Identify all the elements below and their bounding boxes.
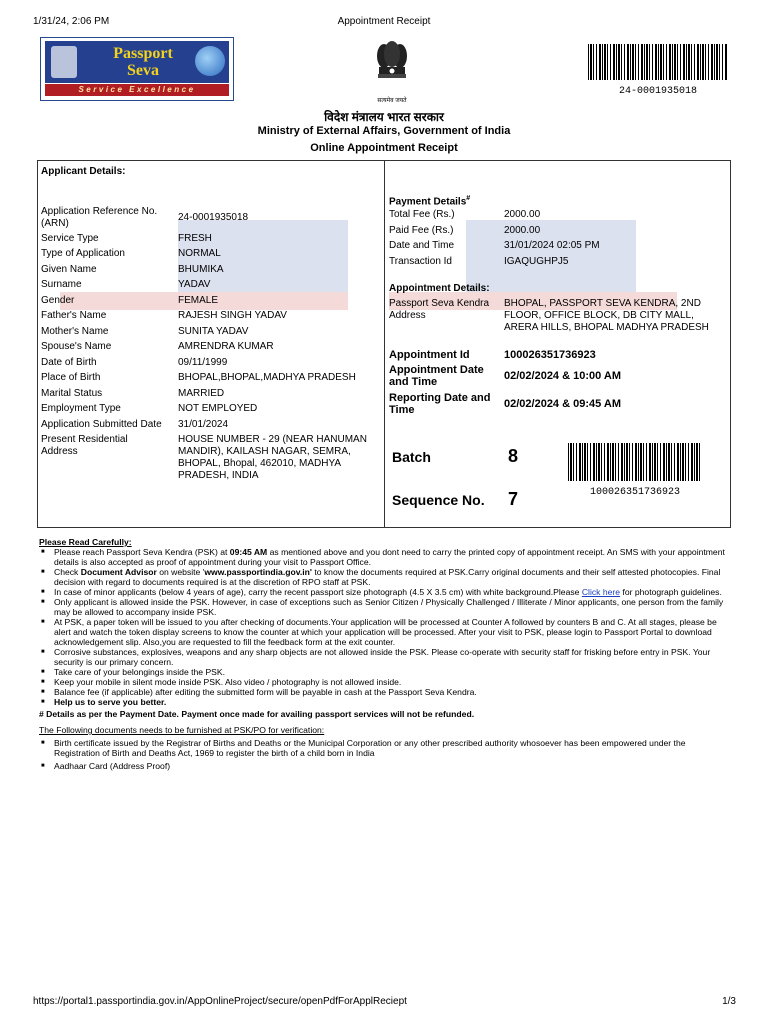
value-gender: FEMALE xyxy=(178,295,219,306)
notes-list xyxy=(39,547,731,707)
label-application-type: Type of Application xyxy=(41,248,125,259)
value-psk-address: BHOPAL, PASSPORT SEVA KENDRA, 2ND FLOOR, OFFICE BLOCK, DB CITY MALL, ARERA HILLS, BHOPAL MADHYA PRADESH xyxy=(504,298,709,333)
list-item: ■ Check Document Advisor on website 'www.passportindia.gov.in' to know the documents required at PSK.Carry original documents and their self attested photocopies. Final decision with regard to documents required is at the discretion of RPO staff at PSK. xyxy=(54,567,731,587)
label-mother-name: Mother's Name xyxy=(41,326,109,337)
value-paid-fee: 2000.00 xyxy=(504,225,541,236)
value-surname: YADAV xyxy=(178,279,211,290)
sequence-value: 7 xyxy=(508,489,519,509)
label-address: Present Residential Address xyxy=(41,434,128,457)
sequence-label: Sequence No. xyxy=(392,492,485,508)
value-address: HOUSE NUMBER - 29 (NEAR HANUMAN MANDIR), KAILASH NAGAR, SEMRA, BHOPAL, Bhopal, 462010, MADHYA PRADESH, INDIA xyxy=(178,434,367,481)
docs-list xyxy=(39,738,731,771)
payment-note: # Details as per the Payment Date. Payment once made for availing passport services will not be refunded. xyxy=(39,709,475,719)
globe-icon xyxy=(195,46,225,76)
value-transaction-id: IGAQUGHPJ5 xyxy=(504,256,569,267)
value-application-type: NORMAL xyxy=(178,248,221,259)
list-item: ■ Please reach Passport Seva Kendra (PSK) at 09:45 AM as mentioned above and you dont need to carry the printed copy of appointment receipt. An SMS with your appointment details is also accepted as proof of appointment during your visit to Passport Office. xyxy=(54,547,731,567)
label-service-type: Service Type xyxy=(41,233,99,244)
footer-page: 1/3 xyxy=(722,996,736,1007)
list-item: ■ At PSK, a paper token will be issued to you after checking of documents.Your application will be processed at Counter A followed by counters B and C. At all stages, please be alert and watch the token display screens to know the counter at which your application will be processed. After your visit to PSK, please login to Passport Portal to download acknowledgement slip. Also,you are requested to fill the feedback form at the exit counter. xyxy=(54,617,731,647)
value-appointment-date: 02/02/2024 & 10:00 AM xyxy=(504,370,621,382)
appointment-heading: Appointment Details: xyxy=(389,283,490,294)
arn-barcode-text: 24-0001935018 xyxy=(618,86,697,97)
label-employment-type: Employment Type xyxy=(41,403,121,414)
label-total-fee: Total Fee (Rs.) xyxy=(389,209,455,220)
print-page-title: Appointment Receipt xyxy=(337,16,431,27)
label-given-name: Given Name xyxy=(41,264,97,275)
logo-line1: Passport xyxy=(113,45,173,62)
value-arn: 24-0001935018 xyxy=(178,212,249,223)
payment-heading: Payment Details# xyxy=(389,195,471,208)
emblem-small-icon xyxy=(51,46,77,78)
value-mother-name: SUNITA YADAV xyxy=(178,326,249,337)
notes-section xyxy=(39,537,731,771)
list-item: ■ Only applicant is allowed inside the PSK. However, in case of exceptions such as Senior Citizen / Physically Challenged / Illiterate / Minor applicants, one person from the family may be allowed to accompany inside PSK. xyxy=(54,597,731,617)
emblem-motto: सत्यमेव जयते xyxy=(377,98,407,104)
value-payment-date: 31/01/2024 02:05 PM xyxy=(504,240,600,251)
applicant-heading: Applicant Details: xyxy=(41,166,126,177)
value-appointment-id: 100026351736923 xyxy=(504,349,596,361)
title-ministry: Ministry of External Affairs, Government of India xyxy=(257,125,511,137)
national-emblem xyxy=(370,40,414,96)
value-spouse-name: AMRENDRA KUMAR xyxy=(178,341,274,352)
label-payment-date: Date and Time xyxy=(389,240,455,251)
label-dob: Date of Birth xyxy=(41,357,97,368)
logo-strip: Service Excellence xyxy=(45,84,229,96)
value-employment-type: NOT EMPLOYED xyxy=(178,403,258,414)
label-psk-address: Passport Seva Kendra Address xyxy=(389,298,490,321)
arn-barcode xyxy=(588,44,728,80)
list-item: ■ Birth certificate issued by the Registrar of Births and Deaths or the Municipal Corporation or any other prescribed authority whosoever has been empowered under the Registration of Birth and Deaths Act, 1969 to register the birth of a child born in India xyxy=(54,738,731,758)
footer-url: https://portal1.passportindia.gov.in/AppOnlineProject/secure/openPdfForApplReciept xyxy=(33,996,407,1007)
label-reporting-date: Reporting Date and Time xyxy=(389,392,491,416)
label-father-name: Father's Name xyxy=(41,310,107,321)
value-marital-status: MARRIED xyxy=(178,388,225,399)
ashoka-emblem-icon xyxy=(370,40,414,96)
label-appointment-date: Appointment Date and Time xyxy=(389,364,484,388)
label-transaction-id: Transaction Id xyxy=(389,256,452,267)
label-appointment-id: Appointment Id xyxy=(389,349,470,361)
value-total-fee: 2000.00 xyxy=(504,209,541,220)
label-arn: Application Reference No. (ARN) xyxy=(41,206,158,229)
value-submitted-date: 31/01/2024 xyxy=(178,419,229,430)
list-item: ■ In case of minor applicants (below 4 years of age), carry the recent passport size photograph (4.5 X 3.5 cm) with white background.Please Click here for photograph guidelines. xyxy=(54,587,731,597)
list-item: ■ Help us to serve you better. xyxy=(54,697,731,707)
photo-guidelines-link[interactable]: Click here xyxy=(581,587,621,597)
label-gender: Gender xyxy=(41,295,75,306)
value-service-type: FRESH xyxy=(178,233,212,244)
label-paid-fee: Paid Fee (Rs.) xyxy=(389,225,454,236)
value-father-name: RAJESH SINGH YADAV xyxy=(178,310,287,321)
list-item: ■ Aadhaar Card (Address Proof) xyxy=(54,761,731,771)
passport-seva-logo xyxy=(40,37,234,101)
value-reporting-date: 02/02/2024 & 09:45 AM xyxy=(504,398,621,410)
column-divider xyxy=(384,160,385,528)
appointment-barcode-text: 100026351736923 xyxy=(589,487,680,498)
label-submitted-date: Application Submitted Date xyxy=(41,419,162,430)
batch-value: 8 xyxy=(508,446,519,466)
label-spouse-name: Spouse's Name xyxy=(41,341,112,352)
value-given-name: BHUMIKA xyxy=(178,264,224,275)
docs-heading: The Following documents needs to be furnished at PSK/PO for verification: xyxy=(39,725,325,735)
title-receipt: Online Appointment Receipt xyxy=(310,142,458,154)
label-marital-status: Marital Status xyxy=(41,388,103,399)
list-item: ■ Take care of your belongings inside the PSK. xyxy=(54,667,731,677)
print-datetime: 1/31/24, 2:06 PM xyxy=(33,16,110,27)
value-dob: 09/11/1999 xyxy=(178,357,228,368)
appointment-barcode xyxy=(568,443,702,481)
list-item: ■ Balance fee (if applicable) after editing the submitted form will be payable in cash at the Passport Seva Kendra. xyxy=(54,687,731,697)
list-item: ■ Corrosive substances, explosives, weapons and any sharp objects are not allowed inside the PSK. Please co-operate with security staff for frisking before entry in PSK. Your security is our primary concern. xyxy=(54,647,731,667)
label-place-of-birth: Place of Birth xyxy=(41,372,101,383)
value-place-of-birth: BHOPAL,BHOPAL,MADHYA PRADESH xyxy=(178,372,356,383)
batch-label: Batch xyxy=(392,449,431,465)
logo-line2: Seva xyxy=(127,62,159,79)
label-surname: Surname xyxy=(41,279,82,290)
title-hindi: विदेश मंत्रालय भारत सरकार xyxy=(324,110,444,124)
list-item: ■ Keep your mobile in silent mode inside PSK. Also video / photography is not allowed inside. xyxy=(54,677,731,687)
notes-heading: Please Read Carefully: xyxy=(39,537,132,547)
